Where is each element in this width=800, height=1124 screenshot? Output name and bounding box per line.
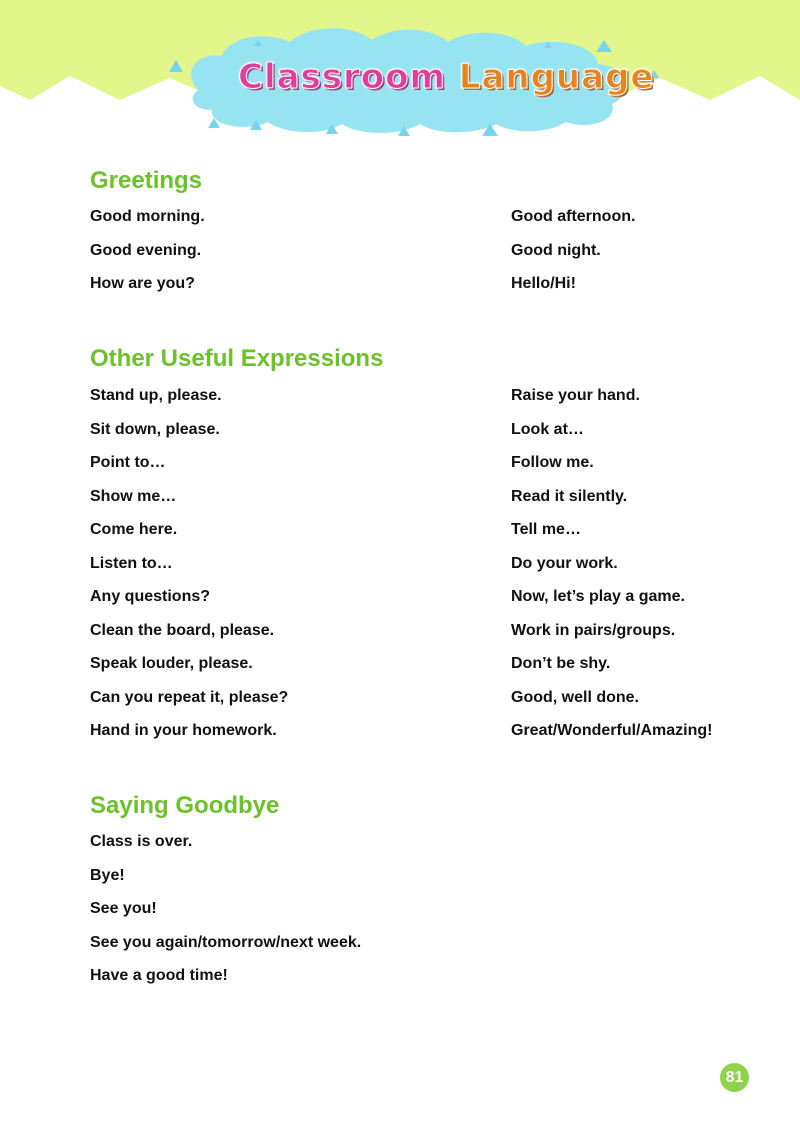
phrase-item: Good, well done. bbox=[511, 689, 639, 706]
phrase-item: Class is over. bbox=[90, 833, 193, 850]
phrase-item: Tell me… bbox=[511, 521, 581, 538]
phrase-item: Clean the board, please. bbox=[90, 622, 275, 639]
phrase-item: See you again/tomorrow/next week. bbox=[90, 934, 362, 951]
phrase-item: Follow me. bbox=[511, 454, 594, 471]
phrase-item: Any questions? bbox=[90, 588, 211, 605]
phrase-item: Hello/Hi! bbox=[511, 275, 576, 292]
section-heading-useful-expressions: Other Useful Expressions bbox=[90, 345, 384, 372]
phrase-item: Show me… bbox=[90, 488, 177, 505]
section-useful-expressions bbox=[90, 344, 750, 739]
phrase-item: Do your work. bbox=[511, 555, 618, 572]
phrase-item: Look at… bbox=[511, 421, 584, 438]
phrase-item: Work in pairs/groups. bbox=[511, 622, 676, 639]
phrase-item: Good morning. bbox=[90, 208, 205, 225]
phrase-item: Good evening. bbox=[90, 242, 202, 259]
phrase-item: Sit down, please. bbox=[90, 421, 220, 438]
phrase-item: Speak louder, please. bbox=[90, 655, 253, 672]
title-word-classroom: Classroom bbox=[238, 57, 446, 97]
phrase-item: Good night. bbox=[511, 242, 601, 259]
phrase-item: Can you repeat it, please? bbox=[90, 689, 289, 706]
phrase-item: Now, let’s play a game. bbox=[511, 588, 685, 605]
phrase-item: Don’t be shy. bbox=[511, 655, 611, 672]
phrase-item: Raise your hand. bbox=[511, 387, 640, 404]
phrase-item: Have a good time! bbox=[90, 967, 228, 984]
phrase-item: Listen to… bbox=[90, 555, 173, 572]
phrase-item: Stand up, please. bbox=[90, 387, 222, 404]
section-greetings bbox=[90, 166, 750, 292]
phrase-item: Good afternoon. bbox=[511, 208, 636, 225]
phrase-item: See you! bbox=[90, 900, 157, 917]
phrase-item: Hand in your homework. bbox=[90, 722, 277, 739]
phrase-item: Come here. bbox=[90, 521, 178, 538]
page-number-badge: 81 bbox=[720, 1063, 749, 1092]
section-saying-goodbye bbox=[90, 791, 750, 984]
section-heading-greetings: Greetings bbox=[90, 167, 203, 194]
title-word-language: Language bbox=[458, 57, 655, 97]
phrase-item: Point to… bbox=[90, 454, 166, 471]
section-heading-saying-goodbye: Saying Goodbye bbox=[90, 792, 280, 819]
phrase-item: Great/Wonderful/Amazing! bbox=[511, 722, 713, 739]
phrase-item: Bye! bbox=[90, 867, 125, 884]
phrase-item: How are you? bbox=[90, 275, 195, 292]
page-title bbox=[238, 52, 655, 102]
phrase-item: Read it silently. bbox=[511, 488, 628, 505]
